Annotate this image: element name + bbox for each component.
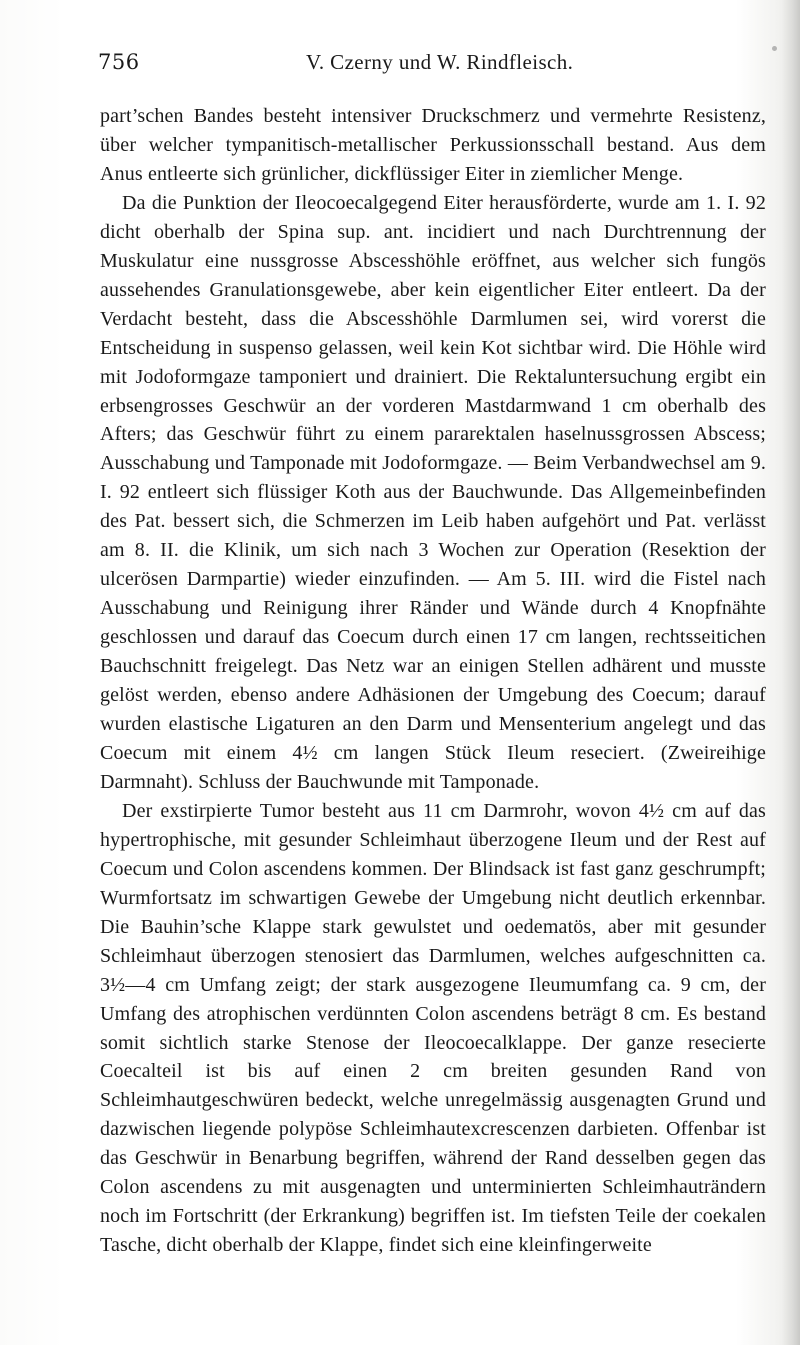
- body-text: [100, 102, 766, 1260]
- paper-speck: [772, 46, 777, 51]
- paragraph-continuation: part’schen Bandes besteht intensiver Druckschmerz und vermehrte Resistenz, über welcher tympanitisch-metallischer Perkussionsschall bestand. Aus dem Anus entleerte sich grünlicher, dickflüssiger Eiter in ziemlicher Menge.: [100, 105, 766, 185]
- page-header: [98, 50, 766, 80]
- paragraph-tumor-description: Der exstirpierte Tumor besteht aus 11 cm Darmrohr, wovon 4½ cm auf das hypertrophische, mit gesunder Schleimhaut überzogene Ileum und der Rest auf Coecum und Colon ascendens kommen. Der Blindsack ist fast ganz geschrumpft; Wurmfortsatz im schwartigen Gewebe der Umgebung nicht deutlich erkennbar. Die Bauhin’sche Klappe stark gewulstet und oedematös, aber mit gesunder Schleimhaut überzogen stenosiert das Darmlumen, welches aufgeschnitten ca. 3½—4 cm Umfang zeigt; der stark ausgezogene Ileumumfang ca. 9 cm, der Umfang des atrophischen verdünnten Colon ascendens beträgt 8 cm. Es bestand somit sichtlich starke Stenose der Ileocoecalklappe. Der ganze resecierte Coecalteil ist bis auf einen 2 cm breiten gesunden Rand von Schleimhautgeschwüren bedeckt, welche unregelmässig ausgenagten Grund und dazwischen liegende polypöse Schleimhautexcrescenzen darbieten. Offenbar ist das Geschwür in Benarbung begriffen, während der Rand desselben gegen das Colon ascendens zu mit ausgenagten und unterminierten Schleimhauträndern noch im Fortschritt (der Erkrankung) begriffen ist. Im tiefsten Teile der coekalen Tasche, dicht oberhalb der Klappe, findet sich eine kleinfingerweite: [100, 799, 766, 1257]
- page-edge-shadow: [782, 0, 800, 1345]
- running-head: V. Czerny und W. Rindfleisch.: [306, 50, 574, 74]
- page-number: 756: [98, 50, 140, 74]
- paragraph-operation-report: Da die Punktion der Ileocoecalgegend Eiter herausförderte, wurde am 1. I. 92 dicht oberhalb der Spina sup. ant. incidiert und nach Durchtrennung der Muskulatur eine nussgrosse Abscesshöhle eröffnet, aus welcher sich fungös aussehendes Granulationsgewebe, aber kein eigentlicher Eiter entleert. Da der Verdacht besteht, dass die Abscesshöhle Darmlumen sei, wird vorerst die Entscheidung in suspenso gelassen, weil kein Kot sichtbar wird. Die Höhle wird mit Jodoformgaze tamponiert und drainiert. Die Rektaluntersuchung ergibt ein erbsengrosses Geschwür an der vorderen Mastdarmwand 1 cm oberhalb des Afters; das Geschwür führt zu einem pararektalen haselnussgrossen Abscess; Ausschabung und Tamponade mit Jodoformgaze. — Beim Verbandwechsel am 9. I. 92 entleert sich flüssiger Koth aus der Bauchwunde. Das Allgemeinbefinden des Pat. bessert sich, die Schmerzen im Leib haben aufgehört und Pat. verlässt am 8. II. die Klinik, um sich nach 3 Wochen zur Operation (Resektion der ulcerösen Darmpartie) wieder einzufinden. — Am 5. III. wird die Fistel nach Ausschabung und Reinigung ihrer Ränder und Wände durch 4 Knopfnähte geschlossen und darauf das Coecum durch einen 17 cm langen, rechtsseitichen Bauchschnitt freigelegt. Das Netz war an einigen Stellen adhärent und musste gelöst werden, ebenso andere Adhäsionen der Umgebung des Coecum; darauf wurden elastische Ligaturen an den Darm und Mensenterium angelegt und das Coecum mit einem 4½ cm langen Stück Ileum reseciert. (Zweireihige Darmnaht). Schluss der Bauchwunde mit Tamponade.: [100, 191, 766, 793]
